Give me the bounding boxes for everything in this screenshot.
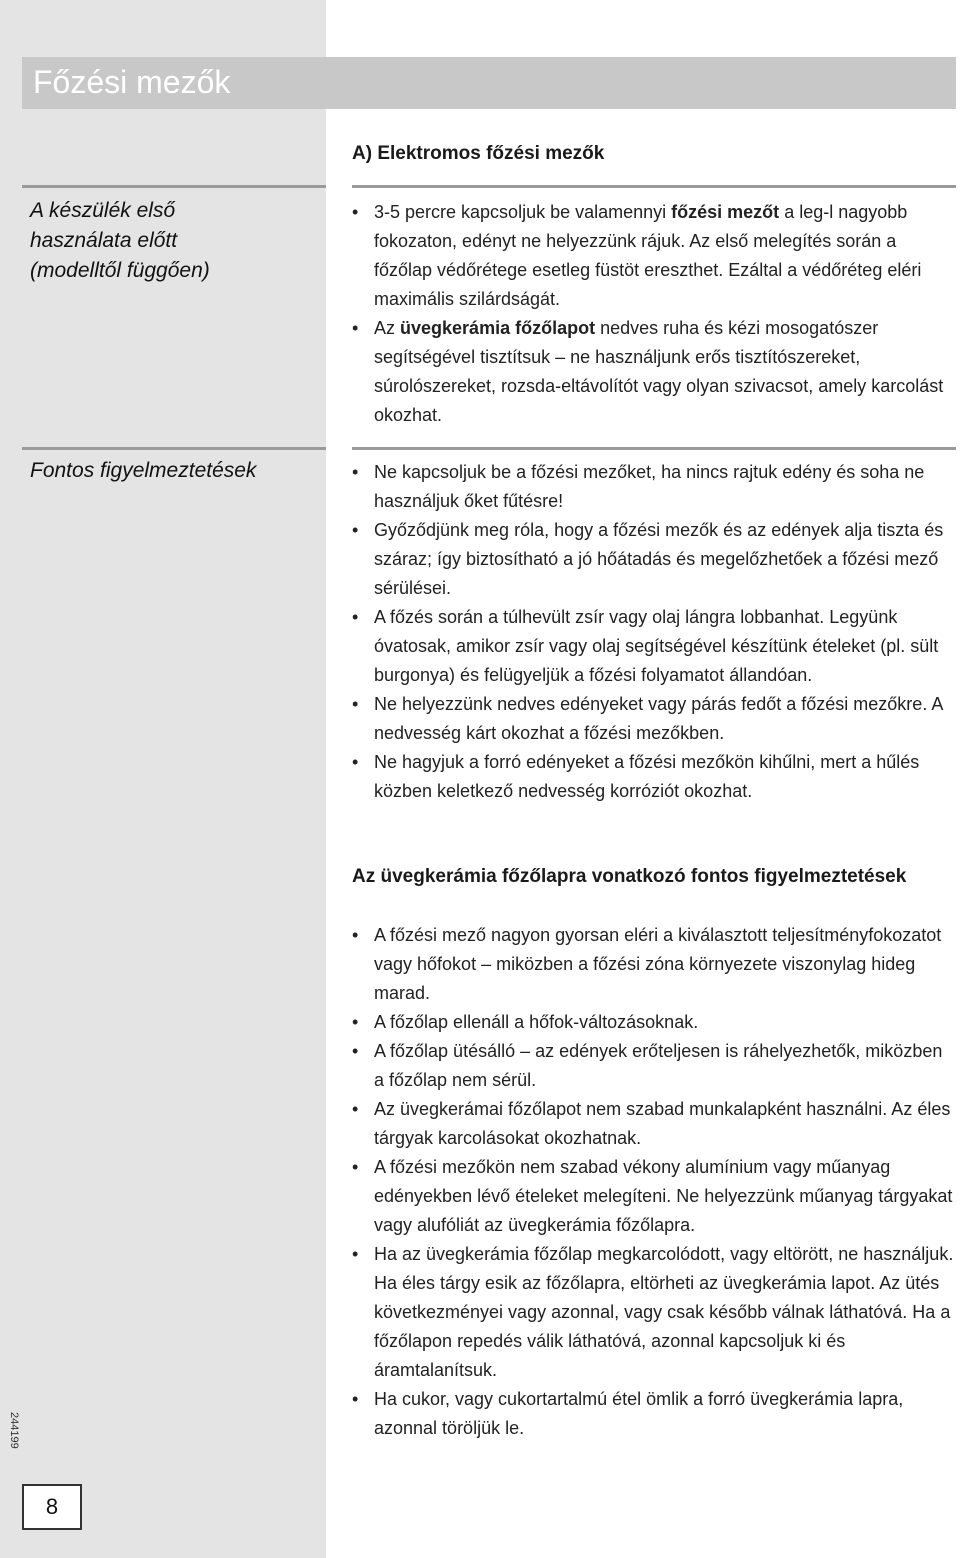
section-heading: A) Elektromos főzési mezők (352, 143, 605, 164)
list-item: • 3-5 percre kapcsoljuk be valamennyi főzési mezőt a leg-l nagyobb fokozaton, edényt ne helyezzünk rájuk. Az első melegítés során a főzőlap védőrétege esetleg füstöt ereszthet. Ezáltal a védőréteg eléri maximális szilárdságát. (352, 202, 922, 309)
section-divider-right (352, 185, 956, 188)
list-item: • Az üvegkerámia főzőlapot nedves ruha és kézi mosogatószer segítségével tisztítsuk – ne használjunk erős tisztítószereket, súrolószereket, rozsda-eltávolítót vagy olyan szivacsot, amely karcolást okozhat. (352, 318, 944, 425)
list-item: • A főzőlap ellenáll a hőfok-változásoknak. (352, 1012, 699, 1032)
section-divider-right (352, 447, 956, 450)
list-item: • A főzés során a túlhevült zsír vagy olaj lángra lobbanhat. Legyünk óvatosak, amikor zsír vagy olaj segítségével készítünk ételeket (pl. sült burgonya) és felügyeljük a főzési folyamatot állandóan. (352, 607, 939, 685)
list-item: • Ne kapcsoljuk be a főzési mezőket, ha nincs rajtuk edény és soha ne használjuk őket fűtésre! (352, 462, 925, 511)
section-label-warnings: Fontos figyelmeztetések (30, 459, 257, 482)
list-item: • Ne hagyjuk a forró edényeket a főzési mezőkön kihűlni, mert a hűlés közben keletkező nedvesség korróziót okozhat. (352, 752, 920, 801)
bold-term: üvegkerámia főzőlapot (400, 318, 596, 338)
section-divider-left (22, 447, 326, 450)
bold-term: főzési mezőt (671, 202, 780, 222)
first-use-list (352, 198, 957, 430)
section-divider-left (22, 185, 326, 188)
glass-ceramic-list (352, 921, 957, 1443)
warnings-list (352, 458, 957, 806)
list-item: • Az üvegkerámai főzőlapot nem szabad munkalapként használni. Az éles tárgyak karcolásokat okozhatnak. (352, 1099, 951, 1148)
list-item: • Győződjünk meg róla, hogy a főzési mezők és az edények alja tiszta és száraz; így biztosítható a jó hőátadás és megelőzhetőek a főzési mező sérülései. (352, 520, 944, 598)
label-line: használata előtt (30, 229, 178, 252)
glass-ceramic-heading: Az üvegkerámia főzőlapra vonatkozó fontos figyelmeztetések (352, 866, 907, 887)
list-item: • Ha az üvegkerámia főzőlap megkarcolódott, vagy eltörött, ne használjuk. Ha éles tárgy esik az főzőlapra, eltörheti az üvegkerámia lapot. Az ütés következményei vagy azonnal, vagy csak később válnak láthatóvá. Ha a főzőlapon repedés válik láthatóvá, azonnal kapcsoljuk ki és áramtalanítsuk. (352, 1244, 954, 1380)
label-line: A készülék első (30, 199, 176, 222)
page-number: 8 (22, 1484, 82, 1530)
list-item: • Ne helyezzünk nedves edényeket vagy párás fedőt a főzési mezőkre. A nedvesség kárt okozhat a főzési mezőkben. (352, 694, 943, 743)
list-item: • A főzési mező nagyon gyorsan eléri a kiválasztott teljesítményfokozatot vagy hőfokot – miközben a főzési zóna környezete viszonylag hideg marad. (352, 925, 942, 1003)
list-item: • A főzőlap ütésálló – az edények erőteljesen is ráhelyezhetők, miközben a főzőlap nem sérül. (352, 1041, 943, 1090)
list-item: • Ha cukor, vagy cukortartalmú étel ömlik a forró üvegkerámia lapra, azonnal töröljük le. (352, 1389, 904, 1438)
list-item: • A főzési mezőkön nem szabad vékony alumínium vagy műanyag edényekben lévő ételeket melegíteni. Ne helyezzünk műanyag tárgyakat vagy alufóliát az üvegkerámia főzőlapra. (352, 1157, 953, 1235)
page-title: Főzési mezők (33, 64, 231, 100)
section-label-first-use (30, 196, 310, 286)
document-code: 244199 (8, 1412, 20, 1449)
label-line: (modelltől függően) (30, 259, 210, 282)
